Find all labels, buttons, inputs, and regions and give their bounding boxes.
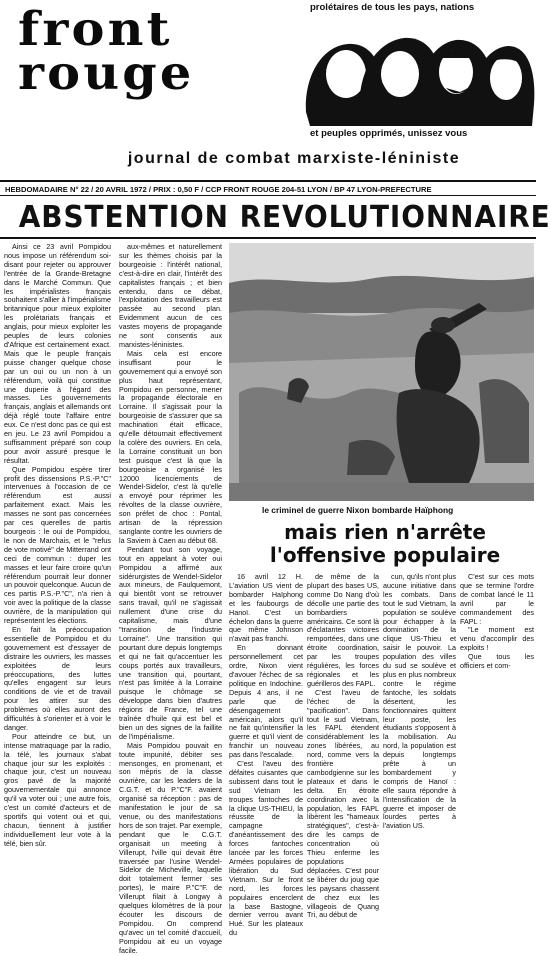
main-headline: ABSTENTION REVOLUTIONNAIRE	[18, 200, 551, 235]
article-column-1	[4, 242, 111, 848]
masthead	[0, 0, 536, 200]
article-paragraph: aux-mêmes et naturellement sur les thèmes choisis par la bourgeoisie : l'intérêt national, c'est-à-dire en clair, l'intérêt des capitalistes français ; et bien entendu, dans ce débat, l'exploitation des travailleurs est passée au second plan. Evidemment aucun de ces vastes moyens de propagande ne sont consentis aux marxistes-léninistes.	[119, 242, 222, 349]
vietnam-paragraph: 16 avril 12 H. L'aviation US vient de bombarder Haïphong et les faubourgs de Hanoï. C'est un échelon dans la guerre que même Johnson n'avait pas franchi.	[229, 572, 303, 644]
vietnam-paragraph: cun, qu'ils n'ont plus aucune initiative dans les combats. Dans tout le sud Vietnam, la population se soulève pour échapper à la domination de la clique US-Thieu et saisir le pouvoir. La population des villes du sud se soulève et plus en plus nombreux contre le régime fantoche, les soldats désertent, les fonctionnaires quittent leur poste, les étudiants s'opposent à la mobilisation. Au nord, la population est depuis longtemps prête à un bombardement y compris de Hanoï : elle saura répondre à l'intensification de la guerre et imposer de lourdes pertes à l'aviation US.	[383, 572, 456, 831]
article-column-2	[119, 242, 222, 955]
photo-caption: le criminel de guerre Nixon bombarde Haïphong	[262, 505, 454, 515]
marx-engels-lenin-stalin-mao-portraits	[300, 16, 536, 128]
article-paragraph: Mais Pompidou pouvait en toute impunité, débiter ses mensonges, en promenant, et son mépris de la classe ouvrière, car les leaders de la C.G.T. et du P."C"F. avaient organisé sa réception : pas de manifestation le jour de sa venue, ou des manifestations hors de son trajet. Par exemple, pendant que le C.G.T. organisait un meeting à Villerupt, l'ville qui devait être traversée par l'usine Wendel-Sidelor de Micheville, laquelle doit totalement fermer ses portes), le maire P."C"F. de Villerupt filait à Longwy à quelques kilomètres de là pour écouter les discours de Pompidou. On comprend qu'avec un tel comité d'accueil, Pompidou ait eu un voyage facile.	[119, 740, 222, 955]
logo-line-2: rouge	[18, 46, 195, 101]
article-paragraph: Pendant tout son voyage, tout en appelant à voter oui Pompidou a affirmé aux sidérurgistes de Wendel-Sidelor aux mineurs, de Faulquemont, qui bientôt vont se retrouver sans travail, qu'il ne s'agissait nullement d'une crise du capitalisme, mais d'une "transition de l'industrie Lorraine". Une transition qui pourtant dure depuis longtemps et qui ne fait qu'accentuer les coups portés aux travailleurs, une transition qui, pourtant, n'est pas limitée à la Lorraine puisque le chômage se développe dans bien d'autres régions de France, tel une traînée d'huile qui est bel et bien un des signes de la faillite de l'impérialisme.	[119, 544, 222, 741]
issue-info-line: HEBDOMADAIRE N° 22 / 20 AVRIL 1972 / PRIX : 0,50 F / CCP FRONT ROUGE 204-51 LYON / BP 47 LYON-PREFECTURE	[0, 180, 536, 196]
tagline-middle: et peuples opprimés, unissez vous	[310, 128, 468, 139]
article-paragraph: Ainsi ce 23 avril Pompidou nous impose un référendum soi-disant pour rejeter ou approuver l'entrée de la Grande-Bretagne dans le Marché Commun. Que les impérialistes français souhaitent s'allier à l'impérialisme britannique pour mieux exploiter les prolétariats français et anglais, pour mieux exploiter les peuples de leurs colonies d'Afrique est certainement exact. Mais que le peuple français puisse changer quelque chose par un oui ou un non à un référendum, voilà qui constitue une duperie à l'égard des masses. Les gouvernements français, anglais et allemands ont déjà réglé toute l'affaire entre eux. Ce n'est donc pas ce qui est en jeu. Le 23 avril Pompidou a suffisamment préparé son coup pour avoir assuré presque le résultat.	[4, 242, 111, 465]
vietnam-paragraph: C'est sur ces mots que se termine l'ordre de combat lancé le 11 avril par le commandement des FAPL :	[460, 572, 534, 626]
vietnam-paragraph: C'est l'aveu des défaites cuisantes que subissent dans tout le sud Vietnam les troupes fantoches de la clique US-THIEU, la réussite de la campagne d'anéantissement des forces fantoches lancée par les forces Armées populaires de libération du Sud Vietnam. Sur le front nord, les forces populaires encerclent la base Bastogne, dernier verrou avant Hué. Sur les plateaux du	[229, 759, 303, 938]
vietnam-paragraph: Que tous les officiers et com-	[460, 652, 534, 671]
vietnam-paragraph: "Le moment est venu d'accomplir des exploits !	[460, 625, 534, 653]
article-paragraph: Que Pompidou espère tirer profit des dissensions P.S.-P."C" intervenues à l'occasion de ce référendum est aussi parfaitement exact. Mais les masses ne sont pas concernées par ces querelles de partis bourgeois : le oui de Pompidou, le non de Marchais, et le "refus de vote motivé" de Mitterrand ont ceci de commun : duper les masses et leur faire croire qu'un référendum pourrait leur donner un pouvoir quelconque. Aucun de ces partis P.S.-P."C", n'a rien à voir avec la politique de la classe ouvrière, de la manipulation qui représentent les élections.	[4, 464, 111, 626]
article-paragraph: Pour atteindre ce but, un intense matraquage par la radio, la télé, les journaux s'abat chaque jour sur les exploités : chaque jour, c'est un nouveau gros pavé de la majorité gouvernementale qui annonce qu'il va voter oui ; une autre fois, c'est un comité d'acteurs et de sportifs qui votent oui et qui, chacun, tiennent à justifier individuellement leur vote à la télé, bien sûr.	[4, 731, 111, 848]
vietnam-paragraph: En donnant personnellement cet ordre, Nixon vient d'avouer l'échec de sa politique en Indochine. Depuis 4 ans, il ne parle que de désengagement américain, alors qu'il ne fait qu'intensifier la guerre et qu'il vient de franchir un nouveau pas dans l'escalade.	[229, 643, 303, 760]
vietnam-paragraph: de même de la plupart des bases US, comme Do Nang d'où décolle une partie des bombardiers américains. Ce sont là d'éclatantes victoires remportées, dans une étroite coordination, par les troupes régulières, les forces régionales et les guérilleros des FAPL.	[307, 572, 379, 688]
vietnam-column-4	[460, 573, 534, 768]
tagline-top: prolétaires de tous les pays, nations	[310, 2, 475, 13]
vietnam-paragraph: C'est l'aveu de l'échec de la "pacification". Dans tout le sud Vietnam, les FAPL étendent considérablement les zones libérées, au nord, comme vers la frontière cambodgienne sur les plateaux et dans le delta. En étroite coordination avec la population, les FAPL libèrent les "hameaux stratégiques", c'est-à-dire les camps de concentration où Thieu enferme les populations déplacées. C'est pour se libérer du joug que les paysans chassent de chez eux les villageois de Quang Tri, au début de	[307, 687, 379, 920]
headline-rule	[0, 237, 536, 239]
article-paragraph: Mais cela est encore insuffisant pour le gouvernement qui a envoyé son plus haut représentant, Pompidou en personne, mener la propagande électorale en Lorraine. Il s'agissait pour la bourgeoisie de s'assurer que sa machination était efficace, qu'elle détournait effectivement la colère des ouvriers. En cela, la Lorraine constituait un bon test puisque c'est là que la bourgeoisie a organisé les 12000 licenciements de Wendel-Sidelor, c'est là qu'elle a envoyé pour réprimer les révoltes de la classe ouvrière, son préfet de choc : Pontal, artisan de la répression sanglante contre les ouvriers de la Saviem à Caen au début 68.	[119, 348, 222, 545]
war-photo	[229, 243, 534, 501]
sub-headline-line-2: l'offensive populaire	[269, 543, 501, 567]
logo-line-1: front	[18, 2, 173, 57]
newspaper-logo	[18, 2, 195, 101]
vietnam-column-3	[383, 572, 456, 831]
vietnam-column-2	[307, 572, 379, 920]
vietnam-column-1	[229, 572, 303, 938]
article-paragraph: En fait la préoccupation essentielle de Pompidou et du gouvernement est d'essayer de distraire les ouvriers, les masses exploitées de leurs préoccupations, des luttes qu'elles engagent sur leurs conditions de vie et de travail pour les attirer sur des problèmes où elles auront des difficultés à s'orienter et à voir le danger.	[4, 624, 111, 732]
sub-headline	[240, 521, 530, 567]
journal-subtitle: journal de combat marxiste-léniniste	[127, 150, 461, 167]
sub-headline-line-1: mais rien n'arrête	[284, 520, 486, 544]
